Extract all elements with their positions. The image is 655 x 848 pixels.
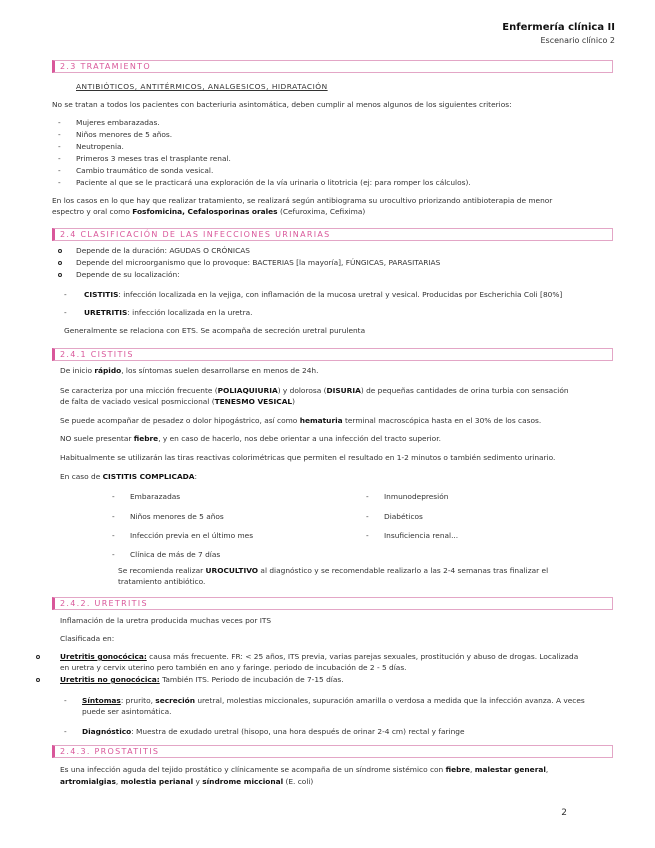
dash-marker: - <box>64 308 67 317</box>
sintomas-line1: Síntomas: prurito, secreción uretral, molestias miccionales, supuración amarilla o verdosa a medida que la infección avanza. A veces <box>82 696 585 705</box>
bullet-icon <box>36 678 40 682</box>
section-heading-clasificacion: 2.4 CLASIFICACIÓN DE LAS INFECCIONES URINARIAS <box>52 228 613 241</box>
criteria-item: Mujeres embarazadas. <box>76 118 160 127</box>
dash-marker: - <box>112 531 115 540</box>
drug-names: Fosfomicina, Cefalosporinas orales <box>132 207 278 216</box>
dash-marker: - <box>58 154 61 163</box>
dash-marker: - <box>64 696 67 705</box>
complicada-item: Inmunodepresión <box>384 492 449 501</box>
complicada-item: Niños menores de 5 años <box>130 512 224 521</box>
criteria-item: Niños menores de 5 años. <box>76 130 173 139</box>
header-title: Enfermería clínica II <box>502 22 615 33</box>
dash-marker: - <box>112 492 115 501</box>
complicada-item: Clínica de más de 7 días <box>130 550 221 559</box>
dash-marker: - <box>64 290 67 299</box>
bullet-icon <box>58 261 62 265</box>
complicada-item: Infección previa en el último mes <box>130 531 254 540</box>
dash-marker: - <box>112 550 115 559</box>
dash-marker: - <box>58 130 61 139</box>
criteria-item: Cambio traumático de sonda vesical. <box>76 166 214 175</box>
uretritis-p2: Clasificada en: <box>60 634 115 643</box>
criteria-item: Neutropenia. <box>76 142 124 151</box>
dash-marker: - <box>58 142 61 151</box>
urocultivo-recommendation-line2: tratamiento antibiótico. <box>118 577 206 586</box>
section-heading-prostatitis: 2.4.3. PROSTATITIS <box>52 745 613 758</box>
dash-marker: - <box>112 512 115 521</box>
gonococica-line1: Uretritis gonocócica: causa más frecuente. FR: < 25 años, ITS previa, varias parejas sexuales, prostitución y abuso de drogas. Localizada <box>60 652 579 661</box>
page-number: 2 <box>561 808 567 818</box>
uretritis-definition: URETRITIS: infección localizada en la uretra. <box>84 308 253 317</box>
tratamiento-subheading: ANTIBIÓTICOS, ANTITÉRMICOS, ANALGESICOS, HIDRATACIÓN <box>76 82 328 91</box>
cistitis-definition: CISTITIS: infección localizada en la vejiga, con inflamación de la mucosa uretral y vesical. Producidas por Escherichia Coli [80%] <box>84 290 563 299</box>
bullet-icon <box>58 273 62 277</box>
tratamiento-intro: No se tratan a todos los pacientes con bacteriuria asintomática, deben cumplir al menos algunos de los siguientes criterios: <box>52 100 512 109</box>
dash-marker: - <box>366 492 369 501</box>
dash-marker: - <box>58 166 61 175</box>
complicada-item: Embarazadas <box>130 492 181 501</box>
dash-marker: - <box>366 512 369 521</box>
cistitis-p4: NO suele presentar fiebre, y en caso de hacerlo, nos debe orientar a una infección del tracto superior. <box>60 434 441 443</box>
cistitis-p5: Habitualmente se utilizarán las tiras reactivas colorimétricas que permiten el resultado en 1-2 minutos o también sedimento urinario. <box>60 453 556 462</box>
dash-marker: - <box>58 118 61 127</box>
sintomas-line2: puede ser asintomática. <box>82 707 172 716</box>
urocultivo-recommendation-line1: Se recomienda realizar UROCULTIVO al diagnóstico y se recomendable realizarlo a las 2-4 semanas tras finalizar el <box>118 566 549 575</box>
section-heading-cistitis: 2.4.1 CISTITIS <box>52 348 613 361</box>
uretritis-p1: Inflamación de la uretra producida muchas veces por ITS <box>60 616 272 625</box>
no-gonococica: Uretritis no gonocócica: También ITS. Periodo de incubación de 7-15 días. <box>60 675 344 684</box>
gonococica-line2: en uretra y cervix uterino pero también en ano y faringe. periodo de incubación de 2 - 5 días. <box>60 663 407 672</box>
bullet-icon <box>58 249 62 253</box>
prostatitis-line1: Es una infección aguda del tejido prostático y clínicamente se acompaña de un síndrome sistémico con fiebre, malestar general, <box>60 765 549 774</box>
cistitis-complicada-intro: En caso de CISTITIS COMPLICADA: <box>60 472 198 481</box>
section-heading-tratamiento: 2.3 TRATAMIENTO <box>52 60 613 73</box>
bullet-icon <box>36 655 40 659</box>
ets-note: Generalmente se relaciona con ETS. Se acompaña de secreción uretral purulenta <box>64 326 366 335</box>
tratamiento-other-line-2: espectro y oral como Fosfomicina, Cefalosporinas orales (Cefuroxima, Cefixima) <box>52 207 366 216</box>
diagnostico: Diagnóstico: Muestra de exudado uretral (hisopo, una hora después de orinar 2-4 cm) rectal y faringe <box>82 727 465 736</box>
classification-bullet: Depende de su localización: <box>76 270 180 279</box>
tratamiento-other-line-1: En los casos en lo que hay que realizar tratamiento, se realizará según antibiograma su urocultivo priorizando antibioterapia de menor <box>52 196 553 205</box>
cistitis-p1: De inicio rápido, los síntomas suelen desarrollarse en menos de 24h. <box>60 366 319 375</box>
dash-marker: - <box>366 531 369 540</box>
complicada-item: Insuficiencia renal... <box>384 531 459 540</box>
criteria-item: Paciente al que se le practicará una exploración de la vía urinaria o litotricia (ej: para romper los cálculos). <box>76 178 471 187</box>
section-heading-uretritis: 2.4.2. URETRITIS <box>52 597 613 610</box>
classification-bullet: Depende de la duración: AGUDAS O CRÓNICAS <box>76 246 250 255</box>
complicada-item: Diabéticos <box>384 512 423 521</box>
header-subtitle: Escenario clínico 2 <box>540 36 615 45</box>
dash-marker: - <box>64 727 67 736</box>
criteria-item: Primeros 3 meses tras el trasplante renal. <box>76 154 231 163</box>
cistitis-p2-line1: Se caracteriza por una micción frecuente (POLIAQUIURIA) y dolorosa (DISURIA) de pequeñas cantidades de orina turbia con sensación <box>60 386 569 395</box>
dash-marker: - <box>58 178 61 187</box>
cistitis-p2-line2: de falta de vaciado vesical posmiccional (TENESMO VESICAL) <box>60 397 296 406</box>
cistitis-p3: Se puede acompañar de pesadez o dolor hipogástrico, así como hematuria terminal macroscópica hasta en el 30% de los casos. <box>60 416 542 425</box>
prostatitis-line2: artromialgias, molestia perianal y síndrome miccional (E. coli) <box>60 777 314 786</box>
classification-bullet: Depende del microorganismo que lo provoque: BACTERIAS [la mayoría], FÚNGICAS, PARASITARIAS <box>76 258 441 267</box>
